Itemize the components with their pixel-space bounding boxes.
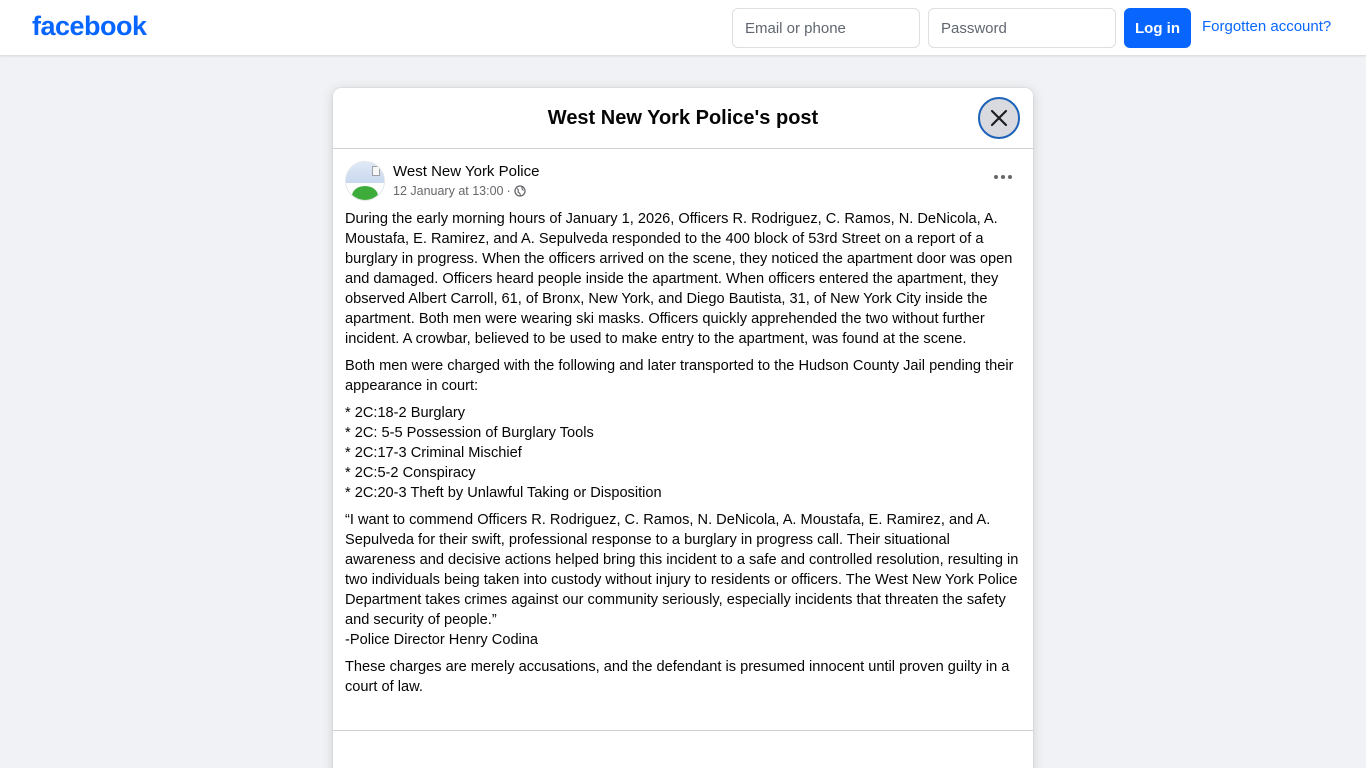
- email-or-phone-input[interactable]: [732, 8, 920, 48]
- dialog-title: West New York Police's post: [547, 106, 819, 129]
- more-horizontal-icon: [993, 174, 1013, 180]
- charge-item: * 2C:5-2 Conspiracy: [345, 465, 476, 481]
- avatar-doc-shape: [372, 166, 380, 176]
- charges-list: [345, 403, 1021, 503]
- globe-icon: [514, 185, 526, 197]
- charge-item: * 2C:18-2 Burglary: [345, 405, 466, 421]
- facebook-logo[interactable]: facebook: [32, 11, 147, 41]
- post-meta: [393, 184, 526, 198]
- director-quote: [345, 510, 1021, 650]
- post-author-name[interactable]: West New York Police: [393, 163, 540, 180]
- post-paragraph: During the early morning hours of January 1, 2026, Officers R. Rodriguez, C. Ramos, N. DeNicola, A. Moustafa, E. Ramirez, and A. Sepulveda responded to the 400 block of 53rd Street on a report of a burglary in progress. When the officers arrived on the scene, they noticed the apartment door was open and damaged. Officers heard people inside the apartment. When officers entered the apartment, they observed Albert Carroll, 61, of Bronx, New York, and Diego Bautista, 31, of New York City inside the apartment. Both men were wearing ski masks. Officers quickly apprehended the two without further incident. A crowbar, believed to be used to make entry to the apartment, was found at the scene.: [345, 211, 1013, 347]
- top-navigation-bar: [0, 0, 1366, 56]
- close-button[interactable]: [978, 97, 1020, 139]
- charge-item: * 2C: 5-5 Possession of Burglary Tools: [345, 425, 594, 441]
- quote-attribution: -Police Director Henry Codina: [345, 632, 539, 648]
- charge-item: * 2C:17-3 Criminal Mischief: [345, 445, 522, 461]
- post-timestamp[interactable]: 12 January at 13:00: [393, 184, 504, 198]
- dialog-header: [333, 88, 1033, 149]
- post-dialog: [333, 88, 1033, 768]
- charge-item: * 2C:20-3 Theft by Unlawful Taking or Disposition: [345, 485, 662, 501]
- more-options-button[interactable]: [987, 165, 1019, 189]
- disclaimer: These charges are merely accusations, and the defendant is presumed innocent until proven guilty in a court of law.: [345, 659, 1010, 695]
- post-header: [333, 149, 1033, 209]
- meta-separator: ·: [506, 184, 511, 198]
- page-avatar[interactable]: [345, 161, 385, 201]
- log-in-button[interactable]: Log in: [1124, 8, 1191, 48]
- quote-text: “I want to commend Officers R. Rodriguez, C. Ramos, N. DeNicola, A. Moustafa, E. Ramirez, and A. Sepulveda for their swift, professional response to a burglary in progress call. Their situational awareness and decisive actions helped bring this incident to a safe and controlled resolution, resulting in two individuals being taken into custody without injury to residents or officers. The West New York Police Department takes crimes against our community seriously, especially incidents that threaten the safety and security of people.”: [345, 512, 1019, 628]
- post-footer-divider: [333, 730, 1033, 731]
- close-icon: [989, 108, 1009, 128]
- password-input[interactable]: [928, 8, 1116, 48]
- avatar-hill-shape: [352, 186, 378, 201]
- post-body: [333, 209, 1033, 697]
- forgotten-account-link[interactable]: Forgotten account?: [1202, 18, 1332, 35]
- post-paragraph: Both men were charged with the following and later transported to the Hudson County Jail pending their appearance in court:: [345, 358, 1014, 394]
